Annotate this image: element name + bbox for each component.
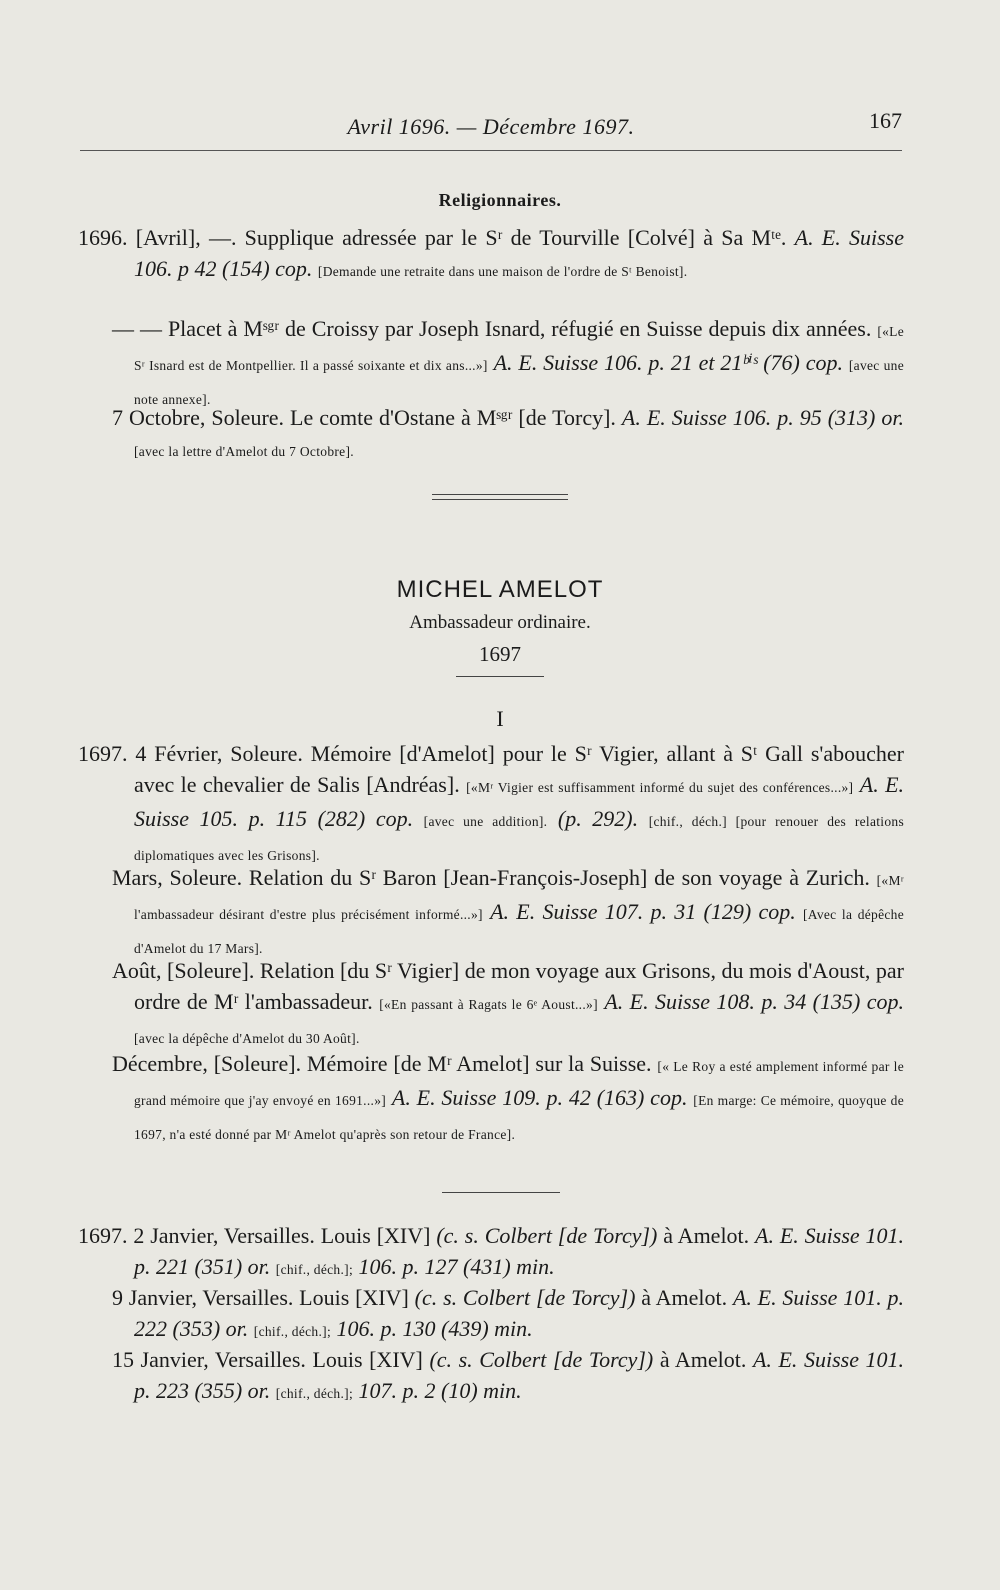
page-header	[80, 108, 902, 148]
entry-note: [avec une addition].	[423, 814, 548, 829]
archive-reference: A. E. Suisse 106. p 42 (154) cop.	[134, 225, 904, 281]
archive-reference: 107. p. 2 (10) min.	[358, 1378, 522, 1403]
archive-reference: A. E. Suisse 101. p. 223 (355) or.	[134, 1347, 905, 1403]
archive-reference: 106. p. 130 (439) min.	[336, 1316, 533, 1341]
archive-reference: A. E. Suisse 108. p. 34 (135) cop.	[604, 989, 905, 1014]
entry-note: [En marge: Ce mémoire, quoyque de 1697, n'a esté donné par Mʳ Amelot qu'après son retour de France].	[134, 1093, 905, 1142]
entry-note: [Avec la dépêche d'Amelot du 17 Mars].	[134, 907, 905, 956]
entry-note: [« Le Roy a esté amplement informé par le grand mémoire que j'ay envoyé en 1691...»]	[134, 1059, 905, 1108]
archive-reference: A. E. Suisse 106. p. 95 (313) or.	[621, 405, 905, 430]
entry-supplique	[78, 222, 904, 287]
entry-note: [avec la dépêche d'Amelot du 30 Août].	[134, 1031, 360, 1046]
archive-reference: A. E. Suisse 105. p. 115 (282) cop.	[134, 772, 905, 831]
entry-relation-baron	[78, 862, 904, 964]
roman-numeral: I	[496, 706, 504, 731]
entry-recipient: à Amelot.	[659, 1347, 747, 1372]
entry-placet	[78, 313, 904, 415]
entry-text: Décembre, [Soleure]. Mémoire [de Mʳ Amelot] sur la Suisse.	[112, 1051, 652, 1076]
section-title-religionnaires: Religionnaires.	[438, 190, 562, 210]
archive-reference: 106. p. 127 (431) min.	[358, 1254, 555, 1279]
entry-note: [Demande une retraite dans une maison de l'ordre de Sᵗ Benoist].	[317, 264, 688, 279]
running-title: Avril 1696. — Décembre 1697.	[347, 114, 635, 139]
ambassador-role: Ambassadeur ordinaire.	[409, 612, 591, 633]
entry-note: [chif., déch.];	[253, 1324, 331, 1339]
entry-text: 15 Janvier, Versailles. Louis [XIV]	[112, 1347, 423, 1372]
entry-note: [chif., déch.] [pour renouer des relations diplomatiques avec les Grisons].	[134, 814, 905, 863]
double-rule-divider	[432, 494, 568, 500]
page-number: 167	[869, 108, 902, 133]
entry-louis-15-janvier	[78, 1344, 904, 1409]
entry-recipient: à Amelot.	[663, 1223, 750, 1248]
heading-year: 1697	[479, 642, 521, 666]
entry-text: 7 Octobre, Soleure. Le comte d'Ostane à Mˢᵍʳ [de Torcy].	[112, 405, 616, 430]
entry-text: 1697. 2 Janvier, Versailles. Louis [XIV]	[78, 1223, 431, 1248]
entry-text: Mars, Soleure. Relation du Sʳ Baron [Jean-François-Joseph] de son voyage à Zurich.	[112, 865, 870, 890]
entry-note: [avec une note annexe].	[134, 358, 905, 407]
entry-note: [avec la lettre d'Amelot du 7 Octobre].	[134, 444, 354, 459]
archive-reference: A. E. Suisse 107. p. 31 (129) cop.	[490, 899, 796, 924]
entry-recipient: à Amelot.	[641, 1285, 728, 1310]
entry-text: 1696. [Avril], —. Supplique adressée par le Sʳ de Tourville [Colvé] à Sa Mᵗᵉ.	[78, 225, 787, 250]
entry-note: [chif., déch.];	[275, 1262, 353, 1277]
divider-rule	[442, 1192, 560, 1193]
ambassador-name: MICHEL AMELOT	[396, 576, 604, 603]
entry-relation-vigier	[78, 955, 904, 1054]
entry-note: [«En passant à Ragats le 6ᵉ Aoust...»]	[379, 997, 598, 1012]
entry-louis-2-janvier	[78, 1220, 904, 1285]
entry-note: [«Mʳ l'ambassadeur désirant d'estre plus précisément informé...»]	[134, 873, 905, 922]
archive-reference: A. E. Suisse 101. p. 222 (353) or.	[134, 1285, 905, 1341]
entry-note: [«Mʳ Vigier est suffisamment informé du sujet des conférences...»]	[466, 780, 854, 795]
year-rule	[456, 676, 544, 677]
entry-signature: (c. s. Colbert [de Torcy])	[436, 1223, 658, 1248]
entry-memoire-suisse	[78, 1048, 904, 1150]
entry-text: — — Placet à Mˢᵍʳ de Croissy par Joseph Isnard, réfugié en Suisse depuis dix années.	[112, 316, 872, 341]
entry-text: Août, [Soleure]. Relation [du Sʳ Vigier] de mon voyage aux Grisons, du mois d'Aoust, par ordre de Mʳ l'ambassadeur.	[112, 958, 904, 1014]
entry-note: [«Le Sʳ Isnard est de Montpellier. Il a passé soixante et dix ans...»]	[134, 324, 904, 373]
entry-signature: (c. s. Colbert [de Torcy])	[414, 1285, 636, 1310]
archive-reference: A. E. Suisse 109. p. 42 (163) cop.	[391, 1085, 688, 1110]
entry-memoire-vigier	[78, 738, 904, 871]
entry-text: 9 Janvier, Versailles. Louis [XIV]	[112, 1285, 409, 1310]
archive-reference: A. E. Suisse 101. p. 221 (351) or.	[134, 1223, 905, 1279]
entry-comte-ostane	[78, 402, 904, 467]
entry-louis-9-janvier	[78, 1282, 904, 1347]
entry-signature: (c. s. Colbert [de Torcy])	[429, 1347, 654, 1372]
entry-text: 1697. 4 Février, Soleure. Mémoire [d'Amelot] pour le Sʳ Vigier, allant à Sᵗ Gall s'aboucher avec le chevalier de Salis [Andréas].	[78, 741, 904, 797]
entry-note: [chif., déch.];	[275, 1386, 353, 1401]
header-rule	[80, 150, 902, 151]
archive-reference: A. E. Suisse 106. p. 21 et 21ᵇⁱˢ (76) cop.	[493, 350, 843, 375]
archive-reference: (p. 292).	[557, 806, 639, 831]
